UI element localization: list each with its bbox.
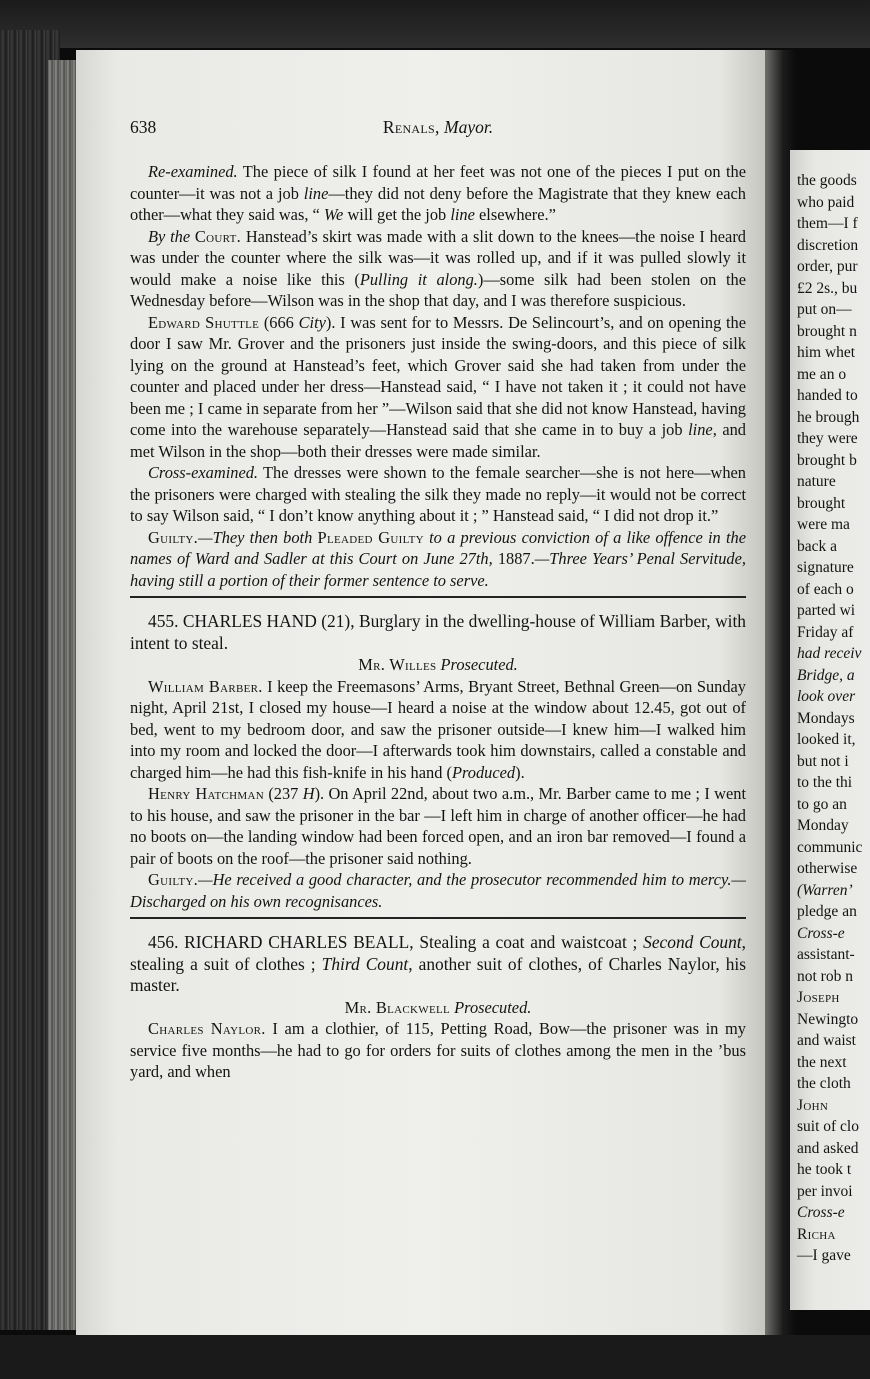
small-caps-text: Henry Hatchman — [148, 784, 264, 803]
paragraph — [130, 527, 746, 592]
facing-page-line: brought — [797, 494, 846, 512]
facing-page-line: had receiv — [797, 645, 862, 662]
facing-page-line: £2 2s., bu — [797, 279, 858, 297]
facing-page-line: communic — [797, 838, 863, 856]
small-caps-text: Charles Naylor. — [148, 1019, 266, 1038]
text-run: elsewhere.” — [474, 205, 556, 224]
facing-page-line: nature — [797, 473, 836, 490]
text-run: ). On April 22nd, about two a.m., Mr. Barber came to me ; I went to his house, and saw the prisoner in the bar —I left him in charge of another officer—he had no boots on—the landing window had been forced open, and an iron bar removed—I found a pair of boots on the roof—the prisoner said nothing. — [130, 784, 746, 868]
italic-text: Prosecuted. — [454, 997, 532, 1017]
text-run: , another suit of clothes, of Charles Naylor, his master. — [130, 953, 746, 995]
page-stack-edges — [48, 60, 78, 1330]
running-title: Renals, Mayor. — [382, 117, 494, 137]
page-number: 638 — [130, 117, 157, 137]
facing-page-line: discretion — [797, 236, 859, 254]
text-run: (666 — [259, 312, 299, 332]
facing-page-line: he brough — [797, 408, 860, 426]
prosecutor-line — [130, 654, 746, 676]
facing-page-line: of each o — [797, 580, 854, 598]
facing-page-line: he took t — [797, 1161, 852, 1178]
text-run: , and met Wilson in the shop—both their dresses were made similar. — [130, 420, 746, 461]
facing-page-line: back a — [797, 537, 838, 555]
facing-page-line: Friday af — [797, 623, 854, 641]
paragraph — [130, 1018, 746, 1083]
facing-page-line: the next — [797, 1053, 847, 1071]
facing-page-line: handed to — [797, 387, 858, 404]
facing-page-line: Cross-e — [797, 1204, 845, 1221]
paragraph — [130, 226, 746, 312]
facing-page-line: but not i — [797, 752, 849, 770]
facing-page-line: Mondays — [797, 709, 855, 727]
facing-page-line: Monday — [797, 817, 849, 834]
small-caps-text: William Barber. — [148, 676, 263, 696]
text-run: , stealing a suit of clothes ; — [130, 932, 746, 974]
prosecutor-line — [130, 997, 746, 1019]
small-caps-text: Mr. Willes — [358, 655, 437, 674]
paragraph — [130, 783, 746, 869]
facing-page-line: John — [797, 1096, 829, 1114]
small-caps-text: Mr. Blackwell — [344, 997, 451, 1017]
text-run: 455. CHARLES HAND (21), Burglary in the dwelling-house of William Barber, with intent to steal. — [130, 611, 746, 653]
text-run: The piece of silk I found at her feet was not one of the pieces I put on the counter—it was not a job — [130, 162, 746, 203]
italic-text: Cross-examined. — [148, 463, 259, 482]
italic-text: Third Count — [321, 953, 409, 974]
italic-text: line — [450, 205, 475, 224]
facing-page-line: to the thi — [797, 774, 853, 791]
text-run: (237 — [263, 784, 303, 803]
italic-text: —He received a good character, and the prosecutor recommended him to mercy.—Discharged on his own recognisances. — [130, 870, 746, 911]
paragraph — [130, 869, 746, 912]
scan-top-border — [0, 0, 870, 48]
italic-text: Prosecuted. — [440, 655, 518, 674]
italic-text: —They then both — [198, 527, 318, 547]
text-run: The dresses were shown to the female searcher—she is not here—when the prisoners were charged with stealing the silk they made no reply—it would not be correct to say Wilson said, “ I don’t know anything about it ; ” Hanstead said, “ I did not drop it.” — [130, 463, 746, 525]
facing-page-line: them—I f — [797, 215, 858, 232]
case-heading — [130, 932, 746, 997]
facing-page-line: him whet — [797, 344, 856, 361]
italic-text: —Three Years’ Penal Servitude, having still a portion of their former sentence to serve. — [130, 549, 746, 590]
facing-page-line: suit of clo — [797, 1118, 859, 1135]
facing-page-line: order, pur — [797, 258, 858, 275]
paragraph — [130, 676, 746, 784]
paragraph — [130, 161, 746, 226]
italic-text: Re-examined. — [148, 162, 238, 181]
facing-page-line: not rob n — [797, 967, 853, 985]
text-run: I am a clothier, of 115, Petting Road, Bow—the prisoner was in my service five months—he had to go for orders for suits of clothes among the men in the ’bus yard, and when — [130, 1019, 747, 1081]
small-caps-text: Guilty. — [148, 527, 199, 547]
page-body — [130, 161, 746, 1083]
facing-page-line: per invoi — [797, 1182, 853, 1200]
small-caps-text: Court. — [194, 226, 242, 246]
facing-page-line: me an o — [797, 365, 847, 383]
text-run: Hanstead’s skirt was made with a slit down to the knees—the noise I heard was under the counter where the silk was—it was rolled up, and if it was pulled slowly it would make a noise like this ( — [130, 226, 746, 289]
small-caps-text: Guilty. — [148, 870, 199, 889]
text-run: —they did not deny before the Magistrate that they knew each other—what they said was, “ — [130, 183, 746, 224]
facing-page-line: Richa — [797, 1225, 836, 1243]
text-run: I keep the Freemasons’ Arms, Bryant Street, Bethnal Green—on Sunday night, April 21st, I closed my house—I heard a noise at the window about 12.45, got out of bed, went to my bedroom door, and saw the prisoner outside—I knew him—I walked him into my room and locked the door—I afterwards took him downstairs, called a constable and charged him—he had this fish-knife in his hand ( — [130, 676, 746, 782]
facing-page-line: otherwise — [797, 860, 858, 877]
facing-page-line: looked it, — [797, 731, 856, 748]
facing-page-line: pledge an — [797, 903, 857, 920]
italic-text: line — [303, 183, 329, 203]
text-run: 456. RICHARD CHARLES BEALL, Stealing a coat and waistcoat ; — [148, 932, 644, 952]
italic-text: Produced — [451, 762, 516, 782]
italic-text: H — [302, 784, 315, 803]
italic-text: Second Count — [643, 932, 742, 952]
small-caps-text: Pleaded Guilty — [317, 527, 424, 547]
facing-page-line: who paid — [797, 193, 855, 211]
facing-page-line: to go an — [797, 795, 847, 813]
text-run: 1887. — [492, 549, 535, 568]
text-run: )—some silk had been stolen on the Wednesday before—Wilson was in the shop that day, and I was therefore suspicious. — [130, 269, 746, 310]
facing-page-line: brought n — [797, 322, 857, 340]
facing-page-line: parted wi — [797, 602, 856, 619]
facing-page-line: —I gave — [797, 1247, 851, 1264]
facing-page-line: signature — [797, 559, 854, 576]
text-run: will get the job — [343, 205, 451, 224]
facing-page — [790, 150, 870, 1310]
facing-page-line: and asked — [797, 1139, 859, 1157]
text-run: ). — [515, 762, 525, 782]
facing-page-line: look over — [797, 688, 856, 705]
facing-page-line: Joseph — [797, 989, 840, 1006]
case-heading — [130, 611, 746, 654]
paragraph — [130, 312, 746, 463]
facing-page-line: the goods — [797, 172, 857, 189]
italic-text: We — [323, 205, 344, 224]
italic-text: Pulling it along. — [359, 269, 478, 289]
facing-page-line: Bridge, a — [797, 666, 855, 684]
paragraph — [130, 462, 746, 527]
italic-text: line — [688, 420, 713, 439]
text-run: ). I was sent for to Messrs. De Selincourt’s, and on opening the door I saw Mr. Grover and the prisoners just inside the swing-doors, and this piece of silk lying on the ground at Hanstead’s feet, which Grover said she had taken from under the counter and placed under her dress—Hanstead said, “ I have not taken it ; it could not have been me ; I came in separate from her ”—Wilson said that she did not know Hanstead, having come into the warehouse separately—Hanstead said that she came in to buy a job — [130, 312, 746, 439]
italic-text: By the — [148, 226, 191, 246]
section-rule — [130, 596, 746, 598]
facing-page-line: brought b — [797, 451, 857, 469]
facing-page-line: put on— — [797, 301, 852, 318]
facing-page-line: and waist — [797, 1032, 856, 1049]
facing-page-line: (Warren’ — [797, 881, 853, 899]
facing-page-line: the cloth — [797, 1075, 851, 1092]
facing-page-line: were ma — [797, 516, 850, 533]
small-caps-text: Edward Shuttle — [148, 312, 260, 332]
facing-page-line: Cross-e — [797, 924, 845, 942]
running-head — [130, 117, 746, 141]
italic-text: City — [298, 312, 326, 332]
facing-page-line: assistant- — [797, 946, 855, 963]
facing-page-line: they were — [797, 430, 858, 447]
scan-bottom-border — [0, 1335, 870, 1379]
facing-page-line: Newingto — [797, 1010, 859, 1028]
section-rule — [130, 917, 746, 919]
italic-text: to a previous conviction of a like offence in the names of Ward and Sadler at this Court on June 27th, — [130, 527, 747, 568]
